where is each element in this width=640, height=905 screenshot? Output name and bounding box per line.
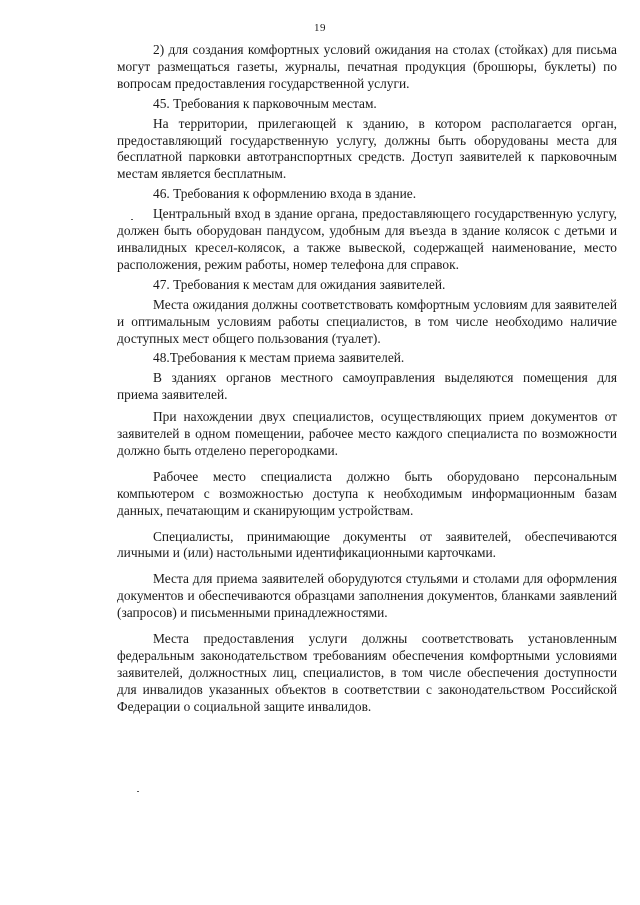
paragraph-furniture: Места для приема заявителей оборудуются стульями и столами для оформления документов и обеспечиваются образцами заполнения документов, бланками заявлений (запросов) и письменными принадлежностями. [117, 571, 617, 621]
paragraph-reading-materials: 2) для создания комфортных условий ожидания на столах (стойках) для письма могут размещаться газеты, журналы, печатная продукция (брошюры, буклеты) по вопросам предоставления государственной услуги. [117, 42, 617, 91]
paragraph-parking: На территории, прилегающей к зданию, в котором располагается орган, предоставляющий государственную услугу, должны быть оборудованы места для бесплатной парковки автотранспортных средств. Доступ заявителей к парковочным местам является бесплатным. [117, 115, 617, 182]
document-body [117, 42, 617, 716]
page-number: 19 [314, 22, 326, 34]
paragraph-accessibility: Места предоставления услуги должны соответствовать установленным федеральным законодательством требованиям обеспечения комфортными условиями заявителей, должностных лиц, специалистов, в том числе обеспечения доступности для инвалидов указанных объектов в соответствии с законодательством Российской Федерации о социальной защите инвалидов. [117, 631, 617, 714]
scan-speck [137, 791, 139, 792]
paragraph-waiting-areas: Места ожидания должны соответствовать комфортным условиям для заявителей и оптимальным условиям работы специалистов, в том числе необходимо наличие доступных мест общего пользования (туалет). [117, 296, 617, 346]
paragraph-id-cards: Специалисты, принимающие документы от заявителей, обеспечиваются личными и (или) настольными идентификационными карточками. [117, 528, 617, 561]
scan-speck [131, 219, 133, 220]
paragraph-entrance: Центральный вход в здание органа, предоставляющего государственную услугу, должен быть оборудован пандусом, удобным для въезда в здание колясок с детьми и инвалидных кресел-колясок, а также вывеской, содержащей наименование, место расположения, режим работы, номер телефона для справок. [117, 206, 617, 272]
paragraph-specialist-partitions: При нахождении двух специалистов, осуществляющих прием документов от заявителей в одном помещении, рабочее место каждого специалиста по возможности должно быть отделено перегородками. [117, 409, 617, 458]
section-heading-47: 47. Требования к местам для ожидания заявителей. [153, 276, 446, 292]
paragraph-workplace-equipment: Рабочее место специалиста должно быть оборудовано персональным компьютером с возможностью доступа к необходимым информационным базам данных, печатающим и сканирующим устройствам. [117, 468, 617, 518]
section-heading-45: 45. Требования к парковочным местам. [153, 95, 377, 111]
section-heading-48: 48.Требования к местам приема заявителей. [153, 350, 405, 366]
paragraph-reception-rooms: В зданиях органов местного самоуправления выделяются помещения для приема заявителей. [117, 370, 617, 403]
section-heading-46: 46. Требования к оформлению входа в здание. [153, 186, 417, 202]
